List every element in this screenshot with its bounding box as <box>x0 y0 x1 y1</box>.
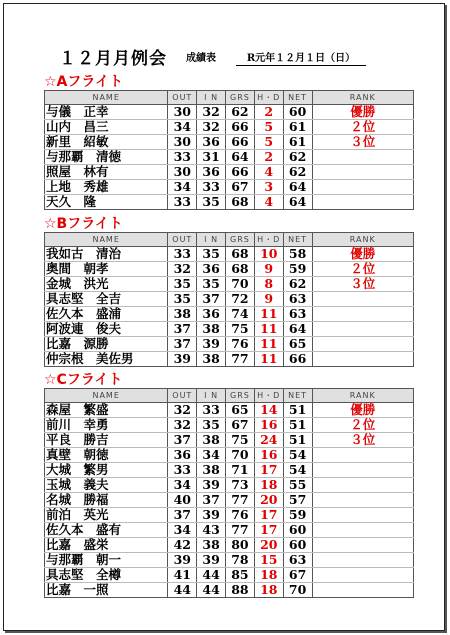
cell-out: 37 <box>168 433 197 448</box>
cell-out: 33 <box>168 463 197 478</box>
cell-grs: 73 <box>226 478 255 493</box>
cell-rank <box>312 538 413 553</box>
cell-net: 60 <box>283 538 312 553</box>
table-row <box>45 195 414 210</box>
cell-rank: ２位 <box>312 262 413 277</box>
cell-hd: 11 <box>254 337 283 352</box>
cell-rank <box>312 568 413 583</box>
cell-grs: 66 <box>226 135 255 150</box>
cell-name: 前川 幸勇 <box>45 418 168 433</box>
cell-hd: 11 <box>254 307 283 322</box>
cell-net: 62 <box>283 150 312 165</box>
cell-name: 具志堅 全吉 <box>45 292 168 307</box>
cell-name: 佐久本 盛浦 <box>45 307 168 322</box>
cell-in: 35 <box>197 277 226 292</box>
cell-grs: 77 <box>226 352 255 367</box>
table-row <box>45 463 414 478</box>
cell-rank: ２位 <box>312 120 413 135</box>
cell-in: 38 <box>197 538 226 553</box>
table-header-row <box>45 233 414 247</box>
cell-rank <box>312 583 413 598</box>
cell-name: 名城 勝福 <box>45 493 168 508</box>
cell-out: 39 <box>168 352 197 367</box>
cell-hd: 2 <box>254 105 283 120</box>
col-out-header: OUT <box>168 233 197 247</box>
cell-hd: 9 <box>254 262 283 277</box>
table-row <box>45 418 414 433</box>
cell-name: 奥間 朝孝 <box>45 262 168 277</box>
table-row <box>45 583 414 598</box>
page-title: １２月月例会 <box>59 49 167 69</box>
col-rank-header: RANK <box>312 389 413 403</box>
table-header-row <box>45 91 414 105</box>
cell-hd: 17 <box>254 463 283 478</box>
cell-hd: 18 <box>254 478 283 493</box>
cell-hd: 16 <box>254 418 283 433</box>
table-row <box>45 448 414 463</box>
cell-net: 60 <box>283 523 312 538</box>
cell-hd: 11 <box>254 352 283 367</box>
table-row <box>45 478 414 493</box>
col-in-header: I N <box>197 389 226 403</box>
cell-grs: 70 <box>226 448 255 463</box>
table-row <box>45 180 414 195</box>
cell-in: 38 <box>197 433 226 448</box>
cell-out: 42 <box>168 538 197 553</box>
cell-in: 39 <box>197 508 226 523</box>
cell-name: 与那覇 朝一 <box>45 553 168 568</box>
cell-grs: 66 <box>226 165 255 180</box>
cell-hd: 3 <box>254 180 283 195</box>
cell-net: 54 <box>283 448 312 463</box>
cell-in: 44 <box>197 568 226 583</box>
cell-grs: 76 <box>226 508 255 523</box>
cell-net: 64 <box>283 180 312 195</box>
cell-rank <box>312 165 413 180</box>
cell-name: 阿波連 俊夫 <box>45 322 168 337</box>
table-row <box>45 322 414 337</box>
cell-name: 前泊 英光 <box>45 508 168 523</box>
col-grs-header: GRS <box>226 389 255 403</box>
table-row <box>45 247 414 262</box>
cell-hd: 8 <box>254 277 283 292</box>
cell-net: 63 <box>283 307 312 322</box>
cell-in: 39 <box>197 337 226 352</box>
cell-name: 佐久本 盛有 <box>45 523 168 538</box>
cell-grs: 66 <box>226 120 255 135</box>
table-row <box>45 165 414 180</box>
cell-out: 37 <box>168 322 197 337</box>
cell-out: 40 <box>168 493 197 508</box>
col-hd-header: H・D <box>254 389 283 403</box>
cell-in: 32 <box>197 105 226 120</box>
cell-out: 33 <box>168 150 197 165</box>
cell-out: 30 <box>168 105 197 120</box>
cell-name: 照屋 林有 <box>45 165 168 180</box>
cell-in: 35 <box>197 418 226 433</box>
col-hd-header: H・D <box>254 233 283 247</box>
cell-hd: 20 <box>254 538 283 553</box>
cell-grs: 70 <box>226 277 255 292</box>
table-row <box>45 307 414 322</box>
col-net-header: NET <box>283 233 312 247</box>
cell-name: 与儀 正幸 <box>45 105 168 120</box>
table-row <box>45 433 414 448</box>
table-row <box>45 523 414 538</box>
cell-grs: 72 <box>226 292 255 307</box>
cell-hd: 18 <box>254 568 283 583</box>
cell-in: 38 <box>197 352 226 367</box>
cell-in: 38 <box>197 322 226 337</box>
cell-out: 37 <box>168 508 197 523</box>
cell-in: 39 <box>197 553 226 568</box>
col-name-header: NAME <box>45 233 168 247</box>
cell-name: 山内 昌三 <box>45 120 168 135</box>
cell-out: 30 <box>168 135 197 150</box>
cell-name: 具志堅 全樽 <box>45 568 168 583</box>
table-row <box>45 337 414 352</box>
cell-out: 34 <box>168 180 197 195</box>
cell-grs: 85 <box>226 568 255 583</box>
table-row <box>45 292 414 307</box>
col-rank-header: RANK <box>312 91 413 105</box>
page-subtitle: 成績表 <box>186 53 216 64</box>
cell-in: 36 <box>197 135 226 150</box>
cell-name: 玉城 義夫 <box>45 478 168 493</box>
cell-name: 比嘉 源勝 <box>45 337 168 352</box>
table-row <box>45 352 414 367</box>
cell-grs: 78 <box>226 553 255 568</box>
cell-out: 37 <box>168 337 197 352</box>
table-row <box>45 277 414 292</box>
cell-net: 59 <box>283 508 312 523</box>
cell-hd: 5 <box>254 120 283 135</box>
table-row <box>45 403 414 418</box>
col-hd-header: H・D <box>254 91 283 105</box>
cell-net: 67 <box>283 568 312 583</box>
cell-grs: 62 <box>226 105 255 120</box>
cell-hd: 17 <box>254 508 283 523</box>
cell-out: 30 <box>168 165 197 180</box>
cell-rank <box>312 352 413 367</box>
cell-name: 上地 秀雄 <box>45 180 168 195</box>
cell-rank <box>312 508 413 523</box>
cell-grs: 67 <box>226 418 255 433</box>
cell-hd: 2 <box>254 150 283 165</box>
flight-c-table <box>44 388 414 598</box>
cell-grs: 68 <box>226 262 255 277</box>
cell-net: 65 <box>283 337 312 352</box>
table-row <box>45 262 414 277</box>
cell-grs: 68 <box>226 247 255 262</box>
cell-name: 仲宗根 美佐男 <box>45 352 168 367</box>
cell-net: 57 <box>283 493 312 508</box>
cell-in: 44 <box>197 583 226 598</box>
cell-rank: ２位 <box>312 418 413 433</box>
event-date: R元年１２月１日（日） <box>236 49 366 66</box>
cell-grs: 68 <box>226 195 255 210</box>
cell-net: 64 <box>283 322 312 337</box>
cell-hd: 4 <box>254 195 283 210</box>
cell-hd: 10 <box>254 247 283 262</box>
cell-net: 61 <box>283 120 312 135</box>
col-rank-header: RANK <box>312 233 413 247</box>
cell-out: 35 <box>168 277 197 292</box>
cell-grs: 76 <box>226 337 255 352</box>
cell-hd: 4 <box>254 165 283 180</box>
cell-out: 34 <box>168 478 197 493</box>
cell-in: 33 <box>197 180 226 195</box>
cell-name: 比嘉 一照 <box>45 583 168 598</box>
cell-net: 59 <box>283 262 312 277</box>
cell-net: 51 <box>283 418 312 433</box>
cell-rank <box>312 463 413 478</box>
cell-rank <box>312 448 413 463</box>
cell-net: 62 <box>283 165 312 180</box>
cell-in: 38 <box>197 463 226 478</box>
cell-out: 33 <box>168 195 197 210</box>
cell-in: 32 <box>197 120 226 135</box>
score-sheet <box>3 3 445 631</box>
cell-hd: 18 <box>254 583 283 598</box>
cell-out: 41 <box>168 568 197 583</box>
cell-rank: ３位 <box>312 135 413 150</box>
col-out-header: OUT <box>168 91 197 105</box>
flight-b-heading: ☆Bフライト <box>44 216 123 232</box>
cell-name: 与那覇 清徳 <box>45 150 168 165</box>
cell-grs: 67 <box>226 180 255 195</box>
col-name-header: NAME <box>45 91 168 105</box>
cell-rank <box>312 553 413 568</box>
table-row <box>45 553 414 568</box>
cell-in: 36 <box>197 165 226 180</box>
cell-rank <box>312 337 413 352</box>
cell-grs: 77 <box>226 493 255 508</box>
cell-out: 44 <box>168 583 197 598</box>
table-row <box>45 135 414 150</box>
table-row <box>45 150 414 165</box>
cell-out: 39 <box>168 553 197 568</box>
cell-grs: 64 <box>226 150 255 165</box>
cell-in: 39 <box>197 478 226 493</box>
cell-in: 31 <box>197 150 226 165</box>
cell-hd: 9 <box>254 292 283 307</box>
cell-hd: 17 <box>254 523 283 538</box>
cell-net: 54 <box>283 463 312 478</box>
cell-hd: 11 <box>254 322 283 337</box>
col-out-header: OUT <box>168 389 197 403</box>
cell-net: 61 <box>283 135 312 150</box>
cell-in: 36 <box>197 262 226 277</box>
cell-rank <box>312 478 413 493</box>
cell-net: 70 <box>283 583 312 598</box>
flight-b-table <box>44 232 414 367</box>
cell-rank <box>312 180 413 195</box>
col-net-header: NET <box>283 91 312 105</box>
col-name-header: NAME <box>45 389 168 403</box>
cell-in: 36 <box>197 307 226 322</box>
cell-rank <box>312 195 413 210</box>
cell-net: 63 <box>283 553 312 568</box>
cell-net: 60 <box>283 105 312 120</box>
cell-rank: ３位 <box>312 433 413 448</box>
cell-in: 33 <box>197 403 226 418</box>
cell-net: 66 <box>283 352 312 367</box>
col-grs-header: GRS <box>226 91 255 105</box>
cell-rank: 優勝 <box>312 105 413 120</box>
cell-hd: 15 <box>254 553 283 568</box>
flight-a-heading: ☆Aフライト <box>44 74 123 90</box>
flight-a-table <box>44 90 414 210</box>
cell-name: 大城 繁男 <box>45 463 168 478</box>
flight-c-heading: ☆Cフライト <box>44 372 123 388</box>
cell-rank <box>312 307 413 322</box>
cell-grs: 80 <box>226 538 255 553</box>
cell-net: 51 <box>283 433 312 448</box>
cell-net: 63 <box>283 292 312 307</box>
cell-rank: 優勝 <box>312 403 413 418</box>
table-row <box>45 568 414 583</box>
cell-in: 37 <box>197 292 226 307</box>
cell-name: 我如古 清治 <box>45 247 168 262</box>
cell-hd: 14 <box>254 403 283 418</box>
cell-rank <box>312 292 413 307</box>
cell-grs: 74 <box>226 307 255 322</box>
cell-net: 55 <box>283 478 312 493</box>
cell-name: 新里 紹敏 <box>45 135 168 150</box>
col-grs-header: GRS <box>226 233 255 247</box>
col-in-header: I N <box>197 91 226 105</box>
cell-name: 比嘉 盛栄 <box>45 538 168 553</box>
table-row <box>45 105 414 120</box>
cell-rank <box>312 493 413 508</box>
cell-out: 32 <box>168 262 197 277</box>
cell-rank <box>312 322 413 337</box>
cell-rank: 優勝 <box>312 247 413 262</box>
table-row <box>45 493 414 508</box>
cell-out: 36 <box>168 448 197 463</box>
cell-in: 35 <box>197 247 226 262</box>
cell-out: 34 <box>168 120 197 135</box>
cell-net: 58 <box>283 247 312 262</box>
cell-grs: 75 <box>226 433 255 448</box>
table-row <box>45 508 414 523</box>
cell-hd: 16 <box>254 448 283 463</box>
cell-rank <box>312 523 413 538</box>
cell-rank <box>312 150 413 165</box>
cell-out: 35 <box>168 292 197 307</box>
cell-out: 32 <box>168 403 197 418</box>
cell-grs: 65 <box>226 403 255 418</box>
cell-hd: 24 <box>254 433 283 448</box>
cell-in: 34 <box>197 448 226 463</box>
cell-grs: 71 <box>226 463 255 478</box>
table-row <box>45 120 414 135</box>
cell-out: 32 <box>168 418 197 433</box>
cell-out: 38 <box>168 307 197 322</box>
cell-name: 金城 洪光 <box>45 277 168 292</box>
cell-net: 51 <box>283 403 312 418</box>
col-in-header: I N <box>197 233 226 247</box>
cell-in: 35 <box>197 195 226 210</box>
table-header-row <box>45 389 414 403</box>
cell-name: 真壁 朝徳 <box>45 448 168 463</box>
cell-net: 64 <box>283 195 312 210</box>
cell-rank: ３位 <box>312 277 413 292</box>
col-net-header: NET <box>283 389 312 403</box>
cell-name: 天久 隆 <box>45 195 168 210</box>
cell-out: 33 <box>168 247 197 262</box>
cell-name: 森屋 繁盛 <box>45 403 168 418</box>
cell-in: 43 <box>197 523 226 538</box>
cell-out: 34 <box>168 523 197 538</box>
cell-grs: 77 <box>226 523 255 538</box>
cell-net: 62 <box>283 277 312 292</box>
cell-in: 37 <box>197 493 226 508</box>
table-row <box>45 538 414 553</box>
title-row <box>4 44 444 68</box>
cell-grs: 75 <box>226 322 255 337</box>
cell-name: 平良 勝吉 <box>45 433 168 448</box>
cell-grs: 88 <box>226 583 255 598</box>
cell-hd: 5 <box>254 135 283 150</box>
cell-hd: 20 <box>254 493 283 508</box>
